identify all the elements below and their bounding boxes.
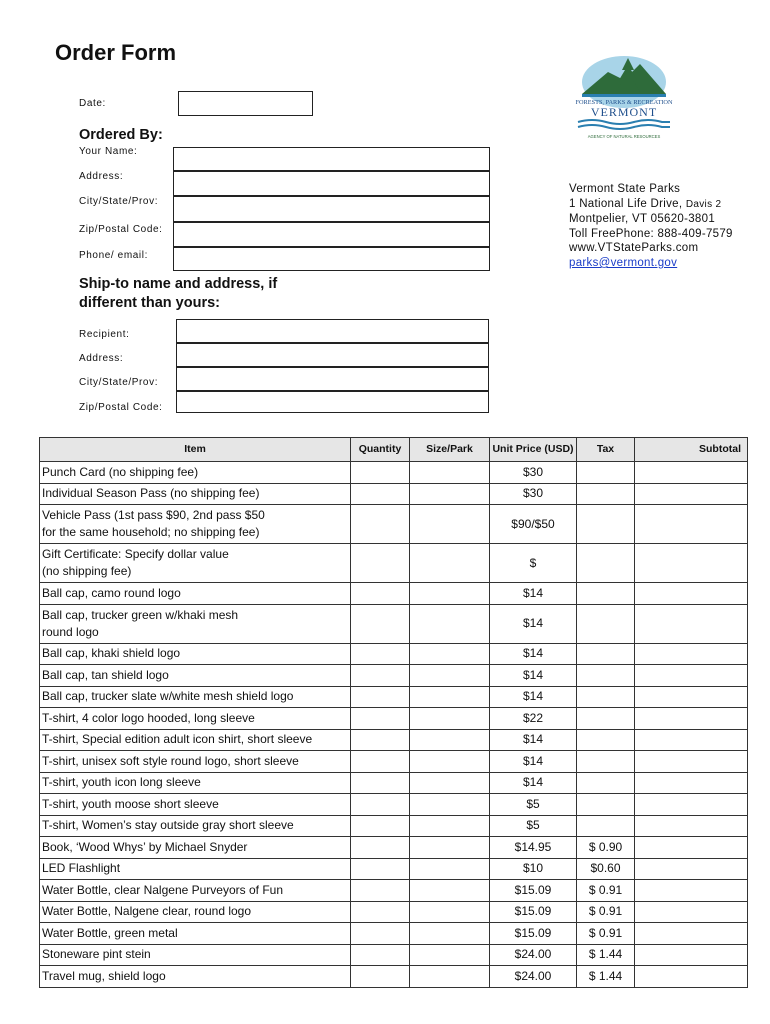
quantity-cell[interactable] <box>351 583 410 605</box>
unit-price-cell: $30 <box>490 462 577 484</box>
col-header-subtotal: Subtotal <box>635 438 748 462</box>
subtotal-cell[interactable] <box>635 604 748 643</box>
subtotal-cell[interactable] <box>635 708 748 730</box>
quantity-cell[interactable] <box>351 665 410 687</box>
size-park-cell[interactable] <box>410 462 490 484</box>
size-park-cell[interactable] <box>410 858 490 880</box>
your-name-field[interactable] <box>173 147 490 171</box>
logo-line2: VERMONT <box>590 105 658 119</box>
subtotal-cell[interactable] <box>635 772 748 794</box>
table-row <box>40 643 748 665</box>
tax-cell <box>577 815 635 837</box>
quantity-cell[interactable] <box>351 544 410 583</box>
size-park-cell[interactable] <box>410 708 490 730</box>
item-name: Water Bottle, Nalgene clear, round logo <box>40 901 351 923</box>
table-row <box>40 923 748 945</box>
size-park-cell[interactable] <box>410 583 490 605</box>
tax-cell <box>577 794 635 816</box>
table-row <box>40 686 748 708</box>
size-park-cell[interactable] <box>410 944 490 966</box>
tax-cell: $ 0.91 <box>577 901 635 923</box>
contact-address1-main: 1 National Life Drive, <box>569 197 683 210</box>
table-row <box>40 858 748 880</box>
ship-city-field[interactable] <box>176 367 489 391</box>
contact-address1-suffix: Davis 2 <box>685 198 722 210</box>
subtotal-cell[interactable] <box>635 880 748 902</box>
table-row <box>40 462 748 484</box>
ship-to-heading-line1: Ship-to name and address, if <box>79 276 278 292</box>
unit-price-cell: $14 <box>490 772 577 794</box>
size-park-cell[interactable] <box>410 794 490 816</box>
quantity-cell[interactable] <box>351 901 410 923</box>
quantity-cell[interactable] <box>351 772 410 794</box>
size-park-cell[interactable] <box>410 544 490 583</box>
unit-price-cell: $14 <box>490 686 577 708</box>
item-name: Ball cap, tan shield logo <box>40 665 351 687</box>
size-park-cell[interactable] <box>410 729 490 751</box>
table-row <box>40 880 748 902</box>
size-park-cell[interactable] <box>410 837 490 859</box>
size-park-cell[interactable] <box>410 880 490 902</box>
quantity-cell[interactable] <box>351 858 410 880</box>
quantity-cell[interactable] <box>351 923 410 945</box>
subtotal-cell[interactable] <box>635 751 748 773</box>
item-name: Ball cap, khaki shield logo <box>40 643 351 665</box>
unit-price-cell: $14.95 <box>490 837 577 859</box>
subtotal-cell[interactable] <box>635 837 748 859</box>
item-name: Individual Season Pass (no shipping fee) <box>40 483 351 505</box>
tax-cell: $ 0.91 <box>577 923 635 945</box>
address-label: Address: <box>79 171 124 182</box>
unit-price-cell: $14 <box>490 643 577 665</box>
unit-price-cell: $24.00 <box>490 966 577 988</box>
recipient-field[interactable] <box>176 319 489 343</box>
subtotal-cell[interactable] <box>635 858 748 880</box>
tax-cell <box>577 643 635 665</box>
contact-website[interactable]: www.VTStateParks.com <box>569 242 699 255</box>
phone-label: Phone/ email: <box>79 250 148 261</box>
size-park-cell[interactable] <box>410 604 490 643</box>
tax-cell <box>577 686 635 708</box>
order-items-table <box>39 437 748 988</box>
unit-price-cell: $15.09 <box>490 880 577 902</box>
contact-address2: Montpelier, VT 05620-3801 <box>569 213 716 226</box>
date-field[interactable] <box>178 91 313 116</box>
table-row <box>40 729 748 751</box>
tax-cell: $ 0.91 <box>577 880 635 902</box>
size-park-cell[interactable] <box>410 686 490 708</box>
quantity-cell[interactable] <box>351 751 410 773</box>
size-park-cell[interactable] <box>410 483 490 505</box>
subtotal-cell[interactable] <box>635 643 748 665</box>
quantity-cell[interactable] <box>351 708 410 730</box>
item-name: Ball cap, camo round logo <box>40 583 351 605</box>
recipient-label: Recipient: <box>79 329 130 340</box>
unit-price-cell: $22 <box>490 708 577 730</box>
vermont-fpr-logo <box>568 50 680 145</box>
tax-cell <box>577 751 635 773</box>
ship-zip-label: Zip/Postal Code: <box>79 402 163 413</box>
item-name: T-shirt, youth icon long sleeve <box>40 772 351 794</box>
item-name: Ball cap, trucker slate w/white mesh shield logo <box>40 686 351 708</box>
table-row <box>40 665 748 687</box>
table-row <box>40 505 748 544</box>
zip-label: Zip/Postal Code: <box>79 224 163 235</box>
subtotal-cell[interactable] <box>635 483 748 505</box>
quantity-cell[interactable] <box>351 815 410 837</box>
subtotal-cell[interactable] <box>635 729 748 751</box>
table-row <box>40 604 748 643</box>
table-row <box>40 944 748 966</box>
tax-cell <box>577 708 635 730</box>
contact-org: Vermont State Parks <box>569 183 681 195</box>
quantity-cell[interactable] <box>351 604 410 643</box>
tax-cell: $ 1.44 <box>577 944 635 966</box>
item-name: T-shirt, youth moose short sleeve <box>40 794 351 816</box>
subtotal-cell[interactable] <box>635 686 748 708</box>
phone-field[interactable] <box>173 247 490 271</box>
unit-price-cell: $15.09 <box>490 901 577 923</box>
quantity-cell[interactable] <box>351 966 410 988</box>
subtotal-cell[interactable] <box>635 544 748 583</box>
table-body <box>40 462 748 988</box>
quantity-cell[interactable] <box>351 880 410 902</box>
ship-to-heading <box>79 275 277 313</box>
contact-block <box>569 182 733 271</box>
tax-cell <box>577 772 635 794</box>
subtotal-cell[interactable] <box>635 665 748 687</box>
item-name: Stoneware pint stein <box>40 944 351 966</box>
table-row <box>40 794 748 816</box>
unit-price-cell: $90/$50 <box>490 505 577 544</box>
item-name: T-shirt, 4 color logo hooded, long sleeve <box>40 708 351 730</box>
ship-address-field[interactable] <box>176 343 489 367</box>
unit-price-cell: $14 <box>490 751 577 773</box>
page-title: Order Form <box>55 40 177 65</box>
city-field[interactable] <box>173 196 490 222</box>
unit-price-cell: $15.09 <box>490 923 577 945</box>
contact-phone: Toll FreePhone: 888-409-7579 <box>569 227 733 240</box>
quantity-cell[interactable] <box>351 837 410 859</box>
size-park-cell[interactable] <box>410 772 490 794</box>
quantity-cell[interactable] <box>351 729 410 751</box>
tax-cell <box>577 729 635 751</box>
item-name: LED Flashlight <box>40 858 351 880</box>
table-row <box>40 815 748 837</box>
subtotal-cell[interactable] <box>635 923 748 945</box>
col-header-unit-price: Unit Price (USD) <box>490 438 577 462</box>
item-name: T-shirt, Women’s stay outside gray short sleeve <box>40 815 351 837</box>
table-header-row <box>40 438 748 462</box>
table-row <box>40 708 748 730</box>
tax-cell <box>577 505 635 544</box>
size-park-cell[interactable] <box>410 643 490 665</box>
your-name-label: Your Name: <box>79 146 138 157</box>
unit-price-cell: $14 <box>490 729 577 751</box>
table-row <box>40 544 748 583</box>
subtotal-cell[interactable] <box>635 901 748 923</box>
unit-price-cell: $30 <box>490 483 577 505</box>
table-row <box>40 901 748 923</box>
logo-line1: FORESTS, PARKS & RECREATION <box>575 99 673 106</box>
item-name: T-shirt, unisex soft style round logo, short sleeve <box>40 751 351 773</box>
quantity-cell[interactable] <box>351 944 410 966</box>
col-header-size-park: Size/Park <box>410 438 490 462</box>
unit-price-cell: $10 <box>490 858 577 880</box>
subtotal-cell[interactable] <box>635 794 748 816</box>
item-name: Water Bottle, clear Nalgene Purveyors of Fun <box>40 880 351 902</box>
item-name: Vehicle Pass (1st pass $90, 2nd pass $50 for the same household; no shipping fee) <box>40 505 351 544</box>
subtotal-cell[interactable] <box>635 944 748 966</box>
tax-cell <box>577 483 635 505</box>
quantity-cell[interactable] <box>351 483 410 505</box>
tax-cell <box>577 462 635 484</box>
table-row <box>40 837 748 859</box>
unit-price-cell: $5 <box>490 815 577 837</box>
tax-cell <box>577 583 635 605</box>
size-park-cell[interactable] <box>410 505 490 544</box>
tax-cell: $ 0.90 <box>577 837 635 859</box>
col-header-item: Item <box>40 438 351 462</box>
tax-cell <box>577 604 635 643</box>
item-name: T-shirt, Special edition adult icon shirt, short sleeve <box>40 729 351 751</box>
size-park-cell[interactable] <box>410 923 490 945</box>
col-header-tax: Tax <box>577 438 635 462</box>
ordered-by-heading: Ordered By: <box>79 127 163 143</box>
subtotal-cell[interactable] <box>635 505 748 544</box>
unit-price-cell: $14 <box>490 665 577 687</box>
size-park-cell[interactable] <box>410 966 490 988</box>
item-name: Punch Card (no shipping fee) <box>40 462 351 484</box>
size-park-cell[interactable] <box>410 815 490 837</box>
logo-line3: AGENCY OF NATURAL RESOURCES <box>587 134 661 139</box>
item-name: Travel mug, shield logo <box>40 966 351 988</box>
logo-water <box>582 94 666 97</box>
quantity-cell[interactable] <box>351 643 410 665</box>
subtotal-cell[interactable] <box>635 462 748 484</box>
contact-email-link[interactable]: parks@vermont.gov <box>569 256 678 269</box>
table-row <box>40 772 748 794</box>
table-row <box>40 483 748 505</box>
unit-price-cell: $14 <box>490 604 577 643</box>
size-park-cell[interactable] <box>410 751 490 773</box>
table-row <box>40 583 748 605</box>
tax-cell <box>577 665 635 687</box>
tax-cell: $0.60 <box>577 858 635 880</box>
item-name: Water Bottle, green metal <box>40 923 351 945</box>
table-row <box>40 751 748 773</box>
quantity-cell[interactable] <box>351 794 410 816</box>
contact-address1 <box>569 197 733 213</box>
size-park-cell[interactable] <box>410 901 490 923</box>
size-park-cell[interactable] <box>410 665 490 687</box>
city-label: City/State/Prov: <box>79 196 159 207</box>
unit-price-cell: $ <box>490 544 577 583</box>
table-row <box>40 966 748 988</box>
tax-cell: $ 1.44 <box>577 966 635 988</box>
unit-price-cell: $24.00 <box>490 944 577 966</box>
ship-zip-field[interactable] <box>176 391 489 413</box>
ship-to-heading-line2: different than yours: <box>79 295 220 311</box>
zip-field[interactable] <box>173 222 490 247</box>
subtotal-cell[interactable] <box>635 966 748 988</box>
unit-price-cell: $5 <box>490 794 577 816</box>
item-name: Gift Certificate: Specify dollar value (no shipping fee) <box>40 544 351 583</box>
quantity-cell[interactable] <box>351 686 410 708</box>
item-name: Book, ‘Wood Whys’ by Michael Snyder <box>40 837 351 859</box>
address-field[interactable] <box>173 171 490 196</box>
tax-cell <box>577 544 635 583</box>
ship-address-label: Address: <box>79 353 124 364</box>
quantity-cell[interactable] <box>351 505 410 544</box>
item-name: Ball cap, trucker green w/khaki mesh round logo <box>40 604 351 643</box>
quantity-cell[interactable] <box>351 462 410 484</box>
date-label: Date: <box>79 98 106 109</box>
ship-city-label: City/State/Prov: <box>79 377 159 388</box>
col-header-quantity: Quantity <box>351 438 410 462</box>
subtotal-cell[interactable] <box>635 583 748 605</box>
subtotal-cell[interactable] <box>635 815 748 837</box>
unit-price-cell: $14 <box>490 583 577 605</box>
